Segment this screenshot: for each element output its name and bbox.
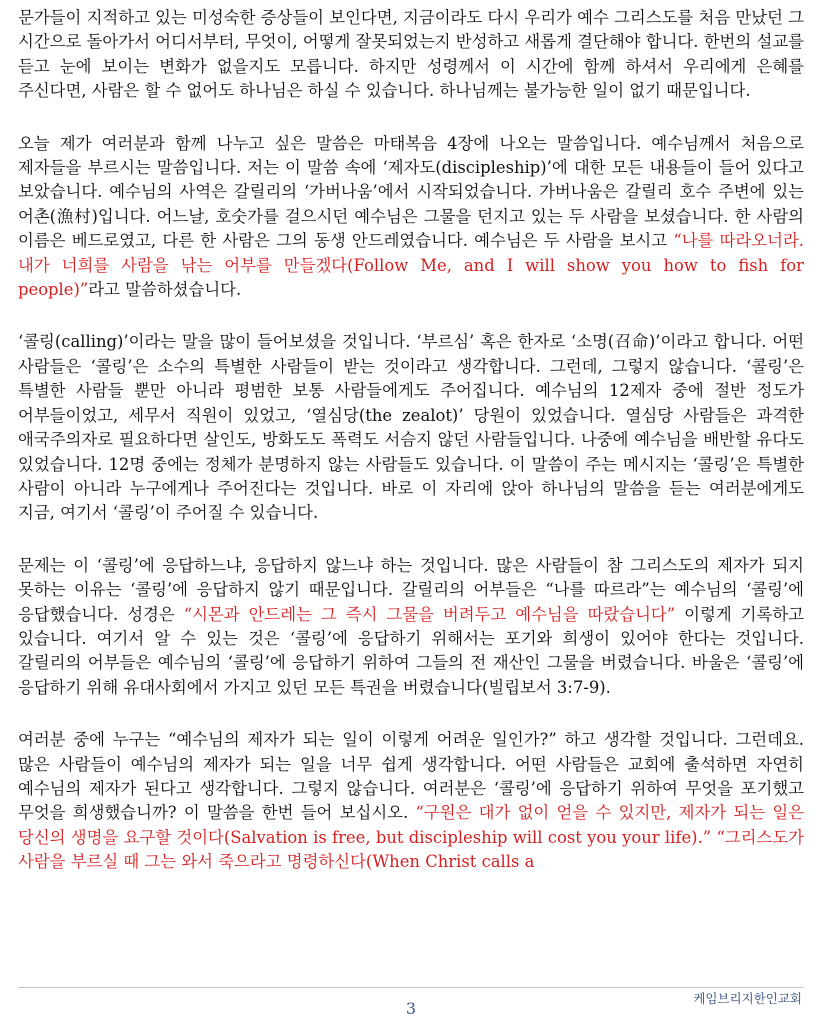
paragraph bbox=[18, 6, 804, 104]
footer-divider bbox=[18, 987, 804, 988]
text-run: 문제는 이 ‘콜링’에 응답하느냐, 응답하지 않느냐 하는 것입니다. 많은 사람들이 참 그리스도의 제자가 되지 못하는 이유는 ‘콜링’에 응답하지 않기 때문입니다. 갈릴리의 어부들은 “나를 따르라”는 예수님의 ‘콜링’에 응답했습니다. 성경은 bbox=[18, 555, 804, 624]
paragraph bbox=[18, 132, 804, 303]
page-number: 3 bbox=[405, 999, 417, 1018]
text-run: 라고 말씀하셨습니다. bbox=[88, 280, 242, 300]
church-name: 케임브리지한인교회 bbox=[693, 991, 802, 1006]
text-run: 문가들이 지적하고 있는 미성숙한 증상들이 보인다면, 지금이라도 다시 우리가 예수 그리스도를 처음 만났던 그 시간으로 돌아가서 어디서부터, 무엇이, 어떻게 잘못되었는지 반성하고 새롭게 결단해야 합니다. 한번의 설교를 듣고 눈에 보이는 변화가 없을지도 모릅니다. 하지만 성령께서 이 시간에 함께 하셔서 우리에게 은혜를 주신다면, 사람은 할 수 없어도 하나님은 하실 수 있습니다. 하나님께는 불가능한 일이 없기 때문입니다. bbox=[18, 8, 804, 101]
text-run: 여러분 중에 누구는 “예수님의 제자가 되는 일이 이렇게 어려운 일인가?” 하고 생각할 것입니다. 그런데요. 많은 사람들이 예수님의 제자가 되는 일을 너무 쉽게 생각합니다. 어떤 사람들은 교회에 출석하면 자연히 예수님의 제자가 된다고 생각합니다. 그렇지 않습니다. 여러분은 ‘콜링’에 응답하기 위하여 무엇을 포기했고 무엇을 희생했습니까? 이 말씀을 한번 들어 보십시오. bbox=[18, 730, 804, 823]
document-body bbox=[18, 6, 804, 903]
paragraph bbox=[18, 330, 804, 525]
paragraph bbox=[18, 554, 804, 700]
text-run: 이렇게 기록하고 있습니다. 여기서 알 수 있는 것은 ‘콜링’에 응답하기 위해서는 포기와 희생이 있어야 한다는 것입니다. 갈릴리의 어부들은 예수님의 ‘콜링’에 응답하기 위하여 그들의 전 재산인 그물을 버렸습니다. 바울은 ‘콜링’에 응답하기 위해 유대사회에서 가지고 있던 모든 특권을 버렸습니다(빌립보서 3:7-9). bbox=[18, 604, 804, 697]
text-run: 오늘 제가 여러분과 함께 나누고 싶은 말씀은 마태복음 4장에 나오는 말씀입니다. 예수님께서 처음으로 제자들을 부르시는 말씀입니다. 저는 이 말씀 속에 ‘제자도(discipleship)’에 대한 모든 내용들이 들어 있다고 보았습니다. 예수님의 사역은 갈릴리의 ‘가버나움’에서 시작되었습니다. 가버나움은 갈릴리 호수 주변에 있는 어촌(漁村)입니다. 어느날, 호숫가를 걸으시던 예수님은 그물을 던지고 있는 두 사람을 보셨습니다. 한 사람의 이름은 베드로였고, 다른 한 사람은 그의 동생 안드레였습니다. 예수님은 두 사람을 보시고 bbox=[18, 133, 804, 251]
text-run: ‘콜링(calling)’이라는 말을 많이 들어보셨을 것입니다. ‘부르심’ 혹은 한자로 ‘소명(召命)’이라고 합니다. 어떤 사람들은 ‘콜링’은 소수의 특별한 사람들이 받는 것이라고 생각합니다. 그런데, 그렇지 않습니다. ‘콜링’은 특별한 사람들 뿐만 아니라 평범한 보통 사람들에게도 주어집니다. 예수님의 12제자 중에 절반 정도가 어부들이었고, 세무서 직원이 있었고, ‘열심당(the zealot)’ 당원이 있었습니다. 열심당 사람들은 과격한 애국주의자로 필요하다면 살인도, 방화도도 폭력도 서슴지 않던 사람들입니다. 나중에 예수님을 배반할 유다도 있었습니다. 12명 중에는 정체가 분명하지 않는 사람들도 있습니다. 이 말씀이 주는 메시지는 ‘콜링’은 특별한 사람이 아니라 누구에게나 주어진다는 것입니다. 바로 이 자리에 앉아 하나님의 말씀을 듣는 여러분에게도 지금, 여기서 ‘콜링’이 주어질 수 있습니다. bbox=[18, 332, 804, 523]
scripture-quote: “구원은 대가 없이 얻을 수 있지만, 제자가 되는 일은 당신의 생명을 요구할 것이다(Salvation is free, but discipleship will cost you your life).” “그리스도가 사람을 부르실 때 그는 와서 죽으라고 명령하신다(When Christ calls a bbox=[18, 803, 805, 872]
paragraph bbox=[18, 728, 804, 874]
scripture-quote: “나를 따라오너라. 내가 너희를 사람을 낚는 어부를 만들겠다(Follow Me, and I will show you how to fish for people)” bbox=[18, 231, 804, 300]
scripture-quote: “시몬과 안드레는 그 즉시 그물을 버려두고 예수님을 따랐습니다” bbox=[183, 604, 676, 624]
